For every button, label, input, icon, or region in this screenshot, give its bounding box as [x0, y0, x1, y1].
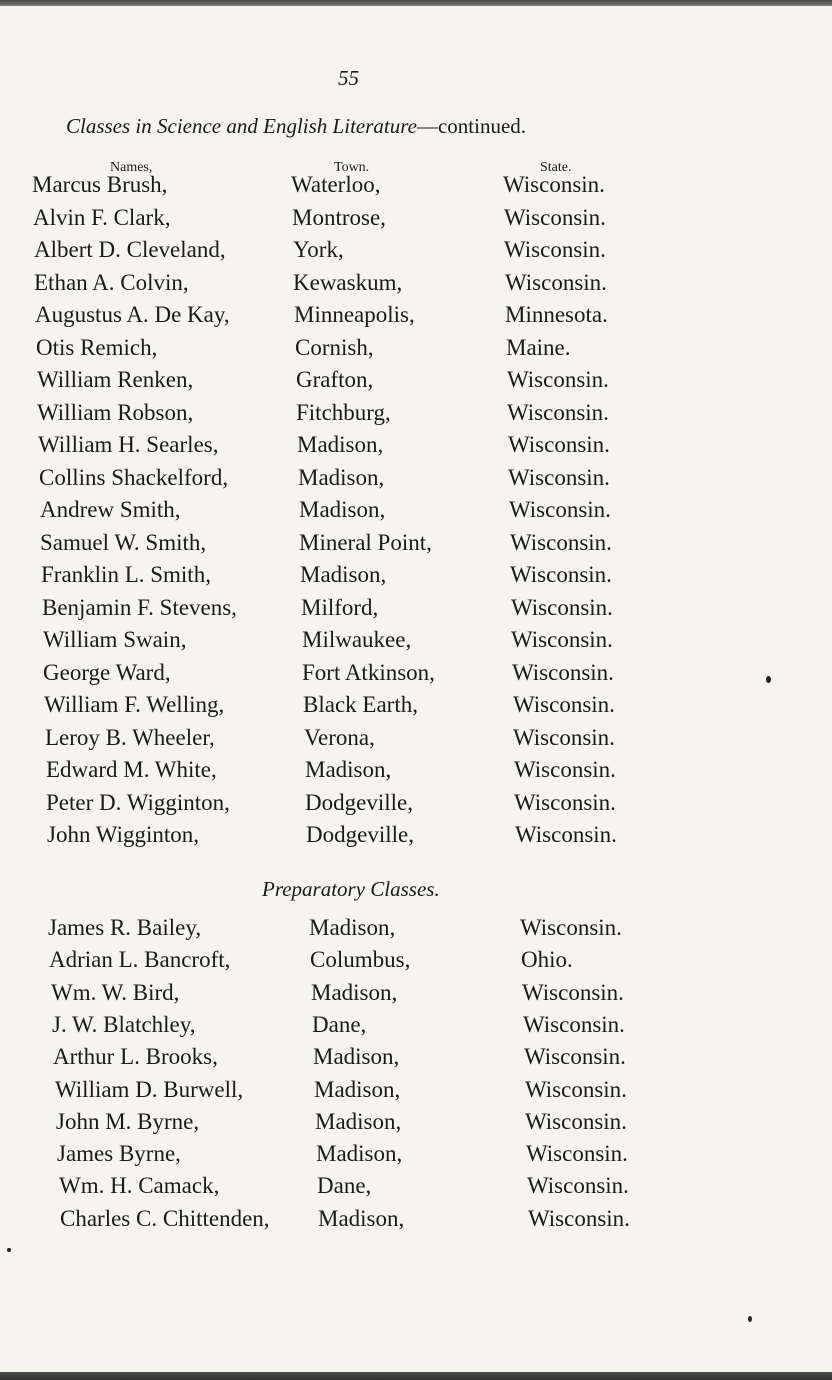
science-class-row	[0, 205, 832, 237]
student-town: Montrose,	[292, 205, 386, 230]
ink-speck	[766, 676, 771, 683]
student-town: York,	[293, 237, 344, 262]
preparatory-class-row	[0, 1206, 832, 1238]
student-state: Wisconsin.	[504, 237, 606, 262]
student-name: James Byrne,	[57, 1141, 181, 1166]
preparatory-class-row	[0, 915, 832, 947]
student-state: Maine.	[506, 335, 571, 360]
student-state: Wisconsin.	[505, 270, 607, 295]
student-town: Madison,	[318, 1206, 405, 1231]
student-state: Wisconsin.	[508, 465, 610, 490]
student-state: Wisconsin.	[511, 627, 613, 652]
science-class-row	[0, 400, 832, 432]
science-class-row	[0, 432, 832, 464]
student-state: Wisconsin.	[507, 400, 609, 425]
student-name: Alvin F. Clark,	[33, 205, 171, 230]
student-town: Madison,	[299, 497, 386, 522]
student-name: Samuel W. Smith,	[40, 530, 207, 555]
student-name: William Robson,	[37, 400, 194, 425]
student-town: Waterloo,	[291, 172, 381, 197]
preparatory-class-row	[0, 1044, 832, 1076]
student-town: Madison,	[300, 562, 387, 587]
science-class-row	[0, 757, 832, 789]
student-state: Wisconsin.	[525, 1077, 627, 1102]
section-title-main: Classes in Science and English Literature	[66, 114, 417, 138]
student-state: Wisconsin.	[522, 980, 624, 1005]
preparatory-class-row	[0, 980, 832, 1012]
science-class-row	[0, 302, 832, 334]
science-class-row	[0, 660, 832, 692]
column-header-town: Town.	[334, 160, 370, 175]
student-state: Minnesota.	[505, 302, 608, 327]
student-state: Wisconsin.	[503, 172, 605, 197]
student-name: James R. Bailey,	[48, 915, 202, 940]
column-header-state: State.	[540, 160, 572, 175]
student-town: Dane,	[317, 1173, 372, 1198]
student-town: Madison,	[311, 980, 398, 1005]
student-state: Wisconsin.	[514, 757, 616, 782]
science-class-row	[0, 790, 832, 822]
student-town: Dodgeville,	[305, 790, 413, 815]
science-class-row	[0, 595, 832, 627]
student-state: Ohio.	[521, 947, 573, 972]
student-name: Marcus Brush,	[32, 172, 168, 197]
student-name: William Renken,	[37, 367, 194, 392]
science-class-row	[0, 627, 832, 659]
student-name: William H. Searles,	[38, 432, 219, 457]
student-town: Mineral Point,	[299, 530, 432, 555]
ink-speck	[748, 1316, 752, 1322]
student-town: Dane,	[312, 1012, 367, 1037]
page-number: 55	[338, 66, 359, 90]
student-name: Otis Remich,	[36, 335, 158, 360]
science-class-row	[0, 270, 832, 302]
science-class-row	[0, 367, 832, 399]
top-edge-rule	[0, 0, 832, 6]
preparatory-class-row	[0, 1077, 832, 1109]
student-name: William Swain,	[43, 627, 187, 652]
student-name: Albert D. Cleveland,	[34, 237, 226, 262]
column-header-names: Names,	[110, 160, 153, 175]
student-name: Wm. H. Camack,	[59, 1173, 220, 1198]
science-class-row	[0, 172, 832, 204]
science-class-row	[0, 237, 832, 269]
science-class-row	[0, 335, 832, 367]
student-state: Wisconsin.	[507, 367, 609, 392]
student-state: Wisconsin.	[513, 692, 615, 717]
student-state: Wisconsin.	[513, 725, 615, 750]
student-state: Wisconsin.	[510, 530, 612, 555]
student-name: Wm. W. Bird,	[51, 980, 180, 1005]
student-name: Franklin L. Smith,	[41, 562, 211, 587]
student-town: Verona,	[304, 725, 375, 750]
science-class-row	[0, 562, 832, 594]
student-state: Wisconsin.	[520, 915, 622, 940]
student-town: Madison,	[309, 915, 396, 940]
student-name: Arthur L. Brooks,	[53, 1044, 218, 1069]
student-name: John Wigginton,	[47, 822, 199, 847]
student-name: Leroy B. Wheeler,	[45, 725, 215, 750]
student-name: J. W. Blatchley,	[52, 1012, 196, 1037]
student-name: George Ward,	[43, 660, 171, 685]
student-state: Wisconsin.	[525, 1109, 627, 1134]
student-state: Wisconsin.	[524, 1044, 626, 1069]
student-state: Wisconsin.	[504, 205, 606, 230]
ink-speck	[7, 1248, 11, 1252]
student-town: Cornish,	[295, 335, 374, 360]
preparatory-class-row	[0, 947, 832, 979]
student-town: Madison,	[314, 1077, 401, 1102]
student-name: Edward M. White,	[46, 757, 217, 782]
student-town: Madison,	[298, 465, 385, 490]
student-town: Madison,	[315, 1109, 402, 1134]
student-town: Madison,	[297, 432, 384, 457]
science-class-row	[0, 725, 832, 757]
student-name: Augustus A. De Kay,	[35, 302, 230, 327]
student-state: Wisconsin.	[514, 790, 616, 815]
student-town: Black Earth,	[303, 692, 418, 717]
student-town: Milwaukee,	[302, 627, 412, 652]
student-state: Wisconsin.	[510, 562, 612, 587]
student-name: Collins Shackelford,	[39, 465, 229, 490]
section-title	[66, 114, 526, 139]
student-name: Benjamin F. Stevens,	[42, 595, 237, 620]
student-name: Andrew Smith,	[40, 497, 181, 522]
section-title-suffix: —continued.	[416, 114, 527, 138]
student-town: Madison,	[305, 757, 392, 782]
student-name: William F. Welling,	[44, 692, 225, 717]
student-town: Fitchburg,	[296, 400, 391, 425]
bottom-edge-rule	[0, 1372, 832, 1380]
student-town: Grafton,	[296, 367, 374, 392]
preparatory-class-row	[0, 1012, 832, 1044]
student-state: Wisconsin.	[523, 1012, 625, 1037]
science-class-row	[0, 497, 832, 529]
student-town: Fort Atkinson,	[302, 660, 435, 685]
student-town: Columbus,	[310, 947, 411, 972]
student-state: Wisconsin.	[509, 497, 611, 522]
student-state: Wisconsin.	[526, 1141, 628, 1166]
student-name: Charles C. Chittenden,	[60, 1206, 270, 1231]
preparatory-class-row	[0, 1141, 832, 1173]
student-state: Wisconsin.	[527, 1173, 629, 1198]
science-class-row	[0, 465, 832, 497]
student-town: Minneapolis,	[294, 302, 415, 327]
student-state: Wisconsin.	[508, 432, 610, 457]
preparatory-class-row	[0, 1109, 832, 1141]
preparatory-title: Preparatory Classes.	[262, 877, 440, 901]
science-class-row	[0, 692, 832, 724]
student-name: William D. Burwell,	[55, 1077, 244, 1102]
student-town: Madison,	[313, 1044, 400, 1069]
preparatory-class-row	[0, 1173, 832, 1205]
science-class-row	[0, 822, 832, 854]
science-class-row	[0, 530, 832, 562]
student-state: Wisconsin.	[511, 595, 613, 620]
student-town: Madison,	[316, 1141, 403, 1166]
student-state: Wisconsin.	[512, 660, 614, 685]
student-state: Wisconsin.	[528, 1206, 630, 1231]
student-town: Dodgeville,	[306, 822, 414, 847]
student-town: Milford,	[301, 595, 379, 620]
student-name: Ethan A. Colvin,	[34, 270, 189, 295]
student-name: Peter D. Wigginton,	[46, 790, 230, 815]
student-name: Adrian L. Bancroft,	[49, 947, 231, 972]
student-state: Wisconsin.	[515, 822, 617, 847]
student-name: John M. Byrne,	[56, 1109, 200, 1134]
student-town: Kewaskum,	[293, 270, 403, 295]
